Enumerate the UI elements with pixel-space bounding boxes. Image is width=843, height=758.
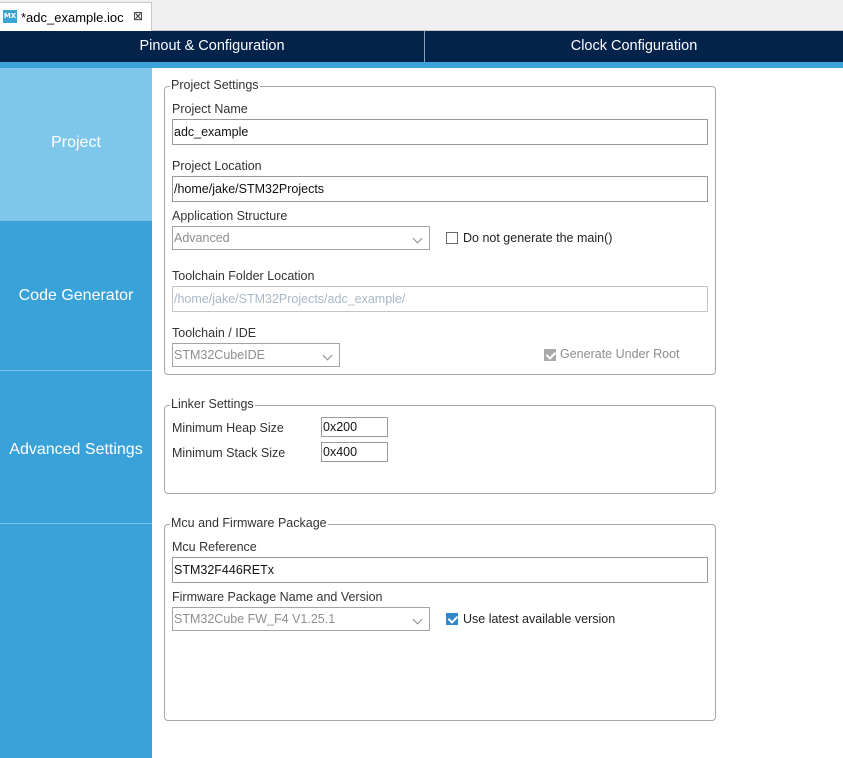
application-structure-label: Application Structure bbox=[172, 209, 288, 223]
editor-tab-adc-example[interactable] bbox=[0, 2, 152, 31]
editor-tab-title: *adc_example.ioc bbox=[21, 10, 124, 25]
minimum-stack-size-input[interactable]: 0x400 bbox=[321, 442, 388, 462]
editor-tab-strip bbox=[0, 0, 843, 31]
mcu-reference-input[interactable]: STM32F446RETx bbox=[172, 557, 708, 583]
use-latest-version-checkbox[interactable] bbox=[446, 613, 458, 625]
minimum-stack-size-label: Minimum Stack Size bbox=[172, 446, 286, 460]
project-name-input[interactable]: adc_example bbox=[172, 119, 708, 145]
chevron-down-icon bbox=[323, 351, 333, 361]
sidebar-item-label: Project bbox=[51, 134, 101, 151]
close-icon[interactable]: ⊠ bbox=[133, 9, 144, 23]
sidebar bbox=[0, 68, 152, 758]
tab-pinout-configuration[interactable]: Pinout & Configuration bbox=[139, 38, 285, 54]
minimum-heap-size-label: Minimum Heap Size bbox=[172, 421, 284, 435]
generate-under-root-checkbox[interactable] bbox=[544, 349, 556, 361]
linker-settings-legend: Linker Settings bbox=[171, 397, 254, 411]
sidebar-item-label: Code Generator bbox=[18, 287, 134, 304]
application-structure-select[interactable] bbox=[172, 226, 430, 250]
firmware-package-label: Firmware Package Name and Version bbox=[172, 590, 383, 604]
tab-clock-configuration[interactable]: Clock Configuration bbox=[570, 38, 698, 54]
sidebar-item-advanced-settings[interactable] bbox=[0, 371, 152, 524]
mcu-firmware-legend: Mcu and Firmware Package bbox=[171, 516, 327, 530]
sidebar-item-project[interactable] bbox=[0, 68, 152, 221]
toolchain-ide-label: Toolchain / IDE bbox=[172, 326, 257, 340]
use-latest-version-label: Use latest available version bbox=[463, 612, 616, 626]
linker-settings-group bbox=[164, 397, 716, 494]
mcu-reference-label: Mcu Reference bbox=[172, 540, 257, 554]
project-location-label: Project Location bbox=[172, 159, 262, 173]
toolchain-folder-label: Toolchain Folder Location bbox=[172, 269, 315, 283]
do-not-generate-main-label: Do not generate the main() bbox=[463, 231, 613, 245]
firmware-package-select[interactable] bbox=[172, 607, 430, 631]
toolchain-ide-value: STM32CubeIDE bbox=[174, 348, 266, 362]
toolchain-folder-input: /home/jake/STM32Projects/adc_example/ bbox=[172, 286, 708, 312]
configuration-header bbox=[0, 31, 843, 62]
project-name-label: Project Name bbox=[172, 102, 248, 116]
stm32cubemx-icon: MX bbox=[3, 10, 17, 23]
firmware-package-value: STM32Cube FW_F4 V1.25.1 bbox=[174, 612, 336, 626]
chevron-down-icon bbox=[413, 615, 423, 625]
minimum-heap-size-input[interactable]: 0x200 bbox=[321, 417, 388, 437]
toolchain-ide-select[interactable] bbox=[172, 343, 340, 367]
sidebar-item-label: Advanced Settings bbox=[9, 441, 143, 458]
project-settings-legend: Project Settings bbox=[171, 78, 259, 92]
project-settings-group bbox=[164, 78, 716, 375]
mcu-firmware-group bbox=[164, 516, 716, 721]
project-location-input[interactable]: /home/jake/STM32Projects bbox=[172, 176, 708, 202]
do-not-generate-main-checkbox[interactable] bbox=[446, 232, 458, 244]
chevron-down-icon bbox=[413, 234, 423, 244]
application-structure-value: Advanced bbox=[174, 231, 230, 245]
generate-under-root-label: Generate Under Root bbox=[560, 347, 680, 361]
sidebar-item-code-generator[interactable] bbox=[0, 221, 152, 371]
